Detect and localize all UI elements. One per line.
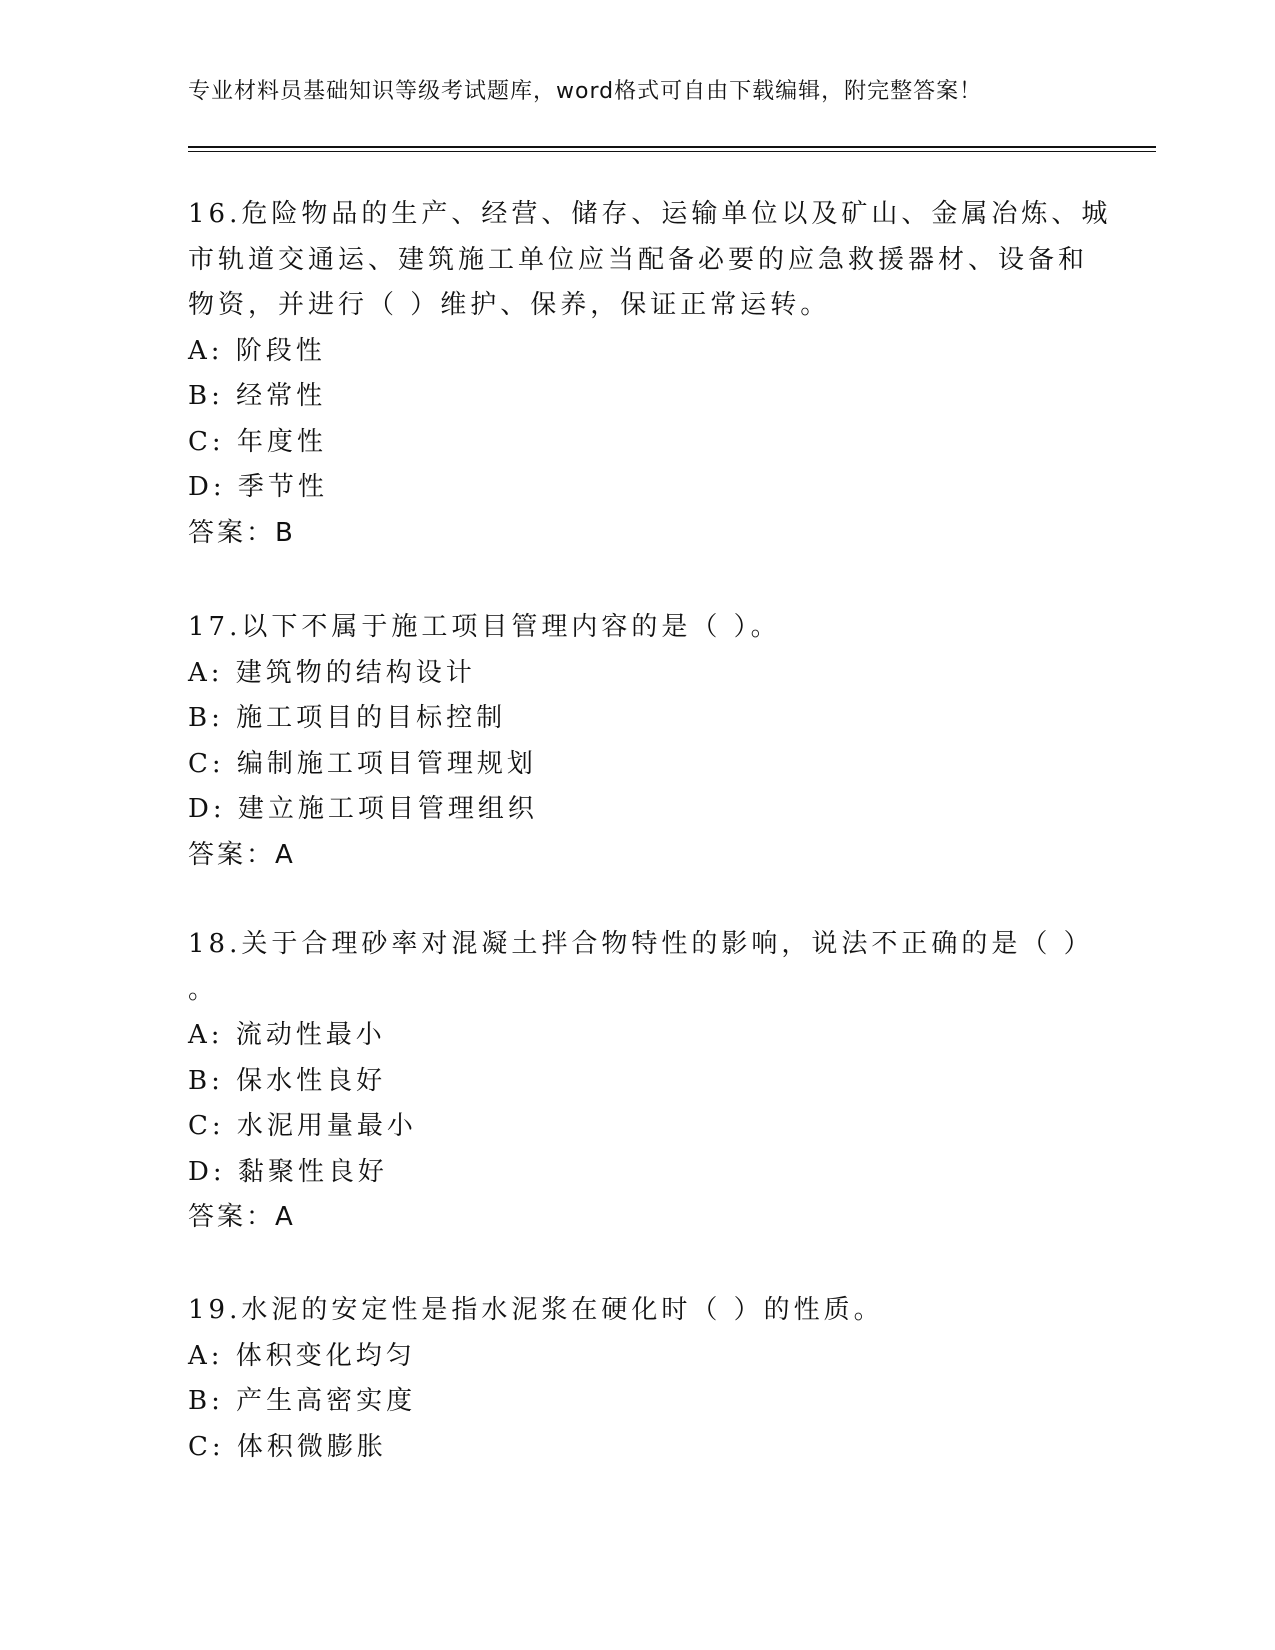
page-header: 专业材料员基础知识等级考试题库，word格式可自由下载编辑，附完整答案！: [188, 79, 983, 104]
option-b: B: 保水性良好: [188, 1065, 387, 1096]
question-19: [188, 1288, 1088, 1470]
option-c: C: 年度性: [188, 426, 327, 457]
question-stem-line: 物资，并进行（ ）维护、保养，保证正常运转。: [188, 290, 831, 320]
option-c: C: 体积微膨胀: [188, 1431, 387, 1462]
header-rule-thin: [188, 151, 1156, 152]
option-b: B: 施工项目的目标控制: [188, 703, 507, 733]
question-stem-line: 18.关于合理砂率对混凝土拌合物特性的影响，说法不正确的是（ ）: [188, 929, 1094, 959]
question-stem-line: 16.危险物品的生产、经营、储存、运输单位以及矿山、金属冶炼、城: [188, 199, 1112, 229]
question-stem-line: 市轨道交通运、建筑施工单位应当配备必要的应急救援器材、设备和: [188, 244, 1089, 275]
answer: 答案：A: [188, 1202, 296, 1232]
option-b: B: 产生高密实度: [188, 1386, 417, 1416]
option-d: D: 季节性: [188, 472, 328, 502]
answer: 答案：A: [188, 839, 296, 870]
question-stem-line: 17.以下不属于施工项目管理内容的是（ ）。: [188, 612, 781, 642]
header-rule: [188, 146, 1156, 148]
answer: 答案：B: [188, 517, 296, 548]
option-c: C: 编制施工项目管理规划: [188, 748, 537, 779]
question-stem-line: 19.水泥的安定性是指水泥浆在硬化时（ ）的性质。: [188, 1295, 884, 1325]
question-16: [188, 192, 1112, 556]
question-17: [188, 605, 1088, 878]
option-d: D: 建立施工项目管理组织: [188, 794, 538, 824]
option-b: B: 经常性: [188, 381, 327, 411]
question-stem-line: 。: [188, 974, 219, 1005]
option-a: A: 流动性最小: [188, 1020, 386, 1050]
option-a: A: 建筑物的结构设计: [188, 657, 476, 688]
question-18: [188, 922, 1094, 1241]
option-a: A: 阶段性: [188, 335, 326, 366]
option-c: C: 水泥用量最小: [188, 1111, 417, 1141]
option-d: D: 黏聚性良好: [188, 1156, 388, 1187]
option-a: A: 体积变化均匀: [188, 1340, 416, 1371]
